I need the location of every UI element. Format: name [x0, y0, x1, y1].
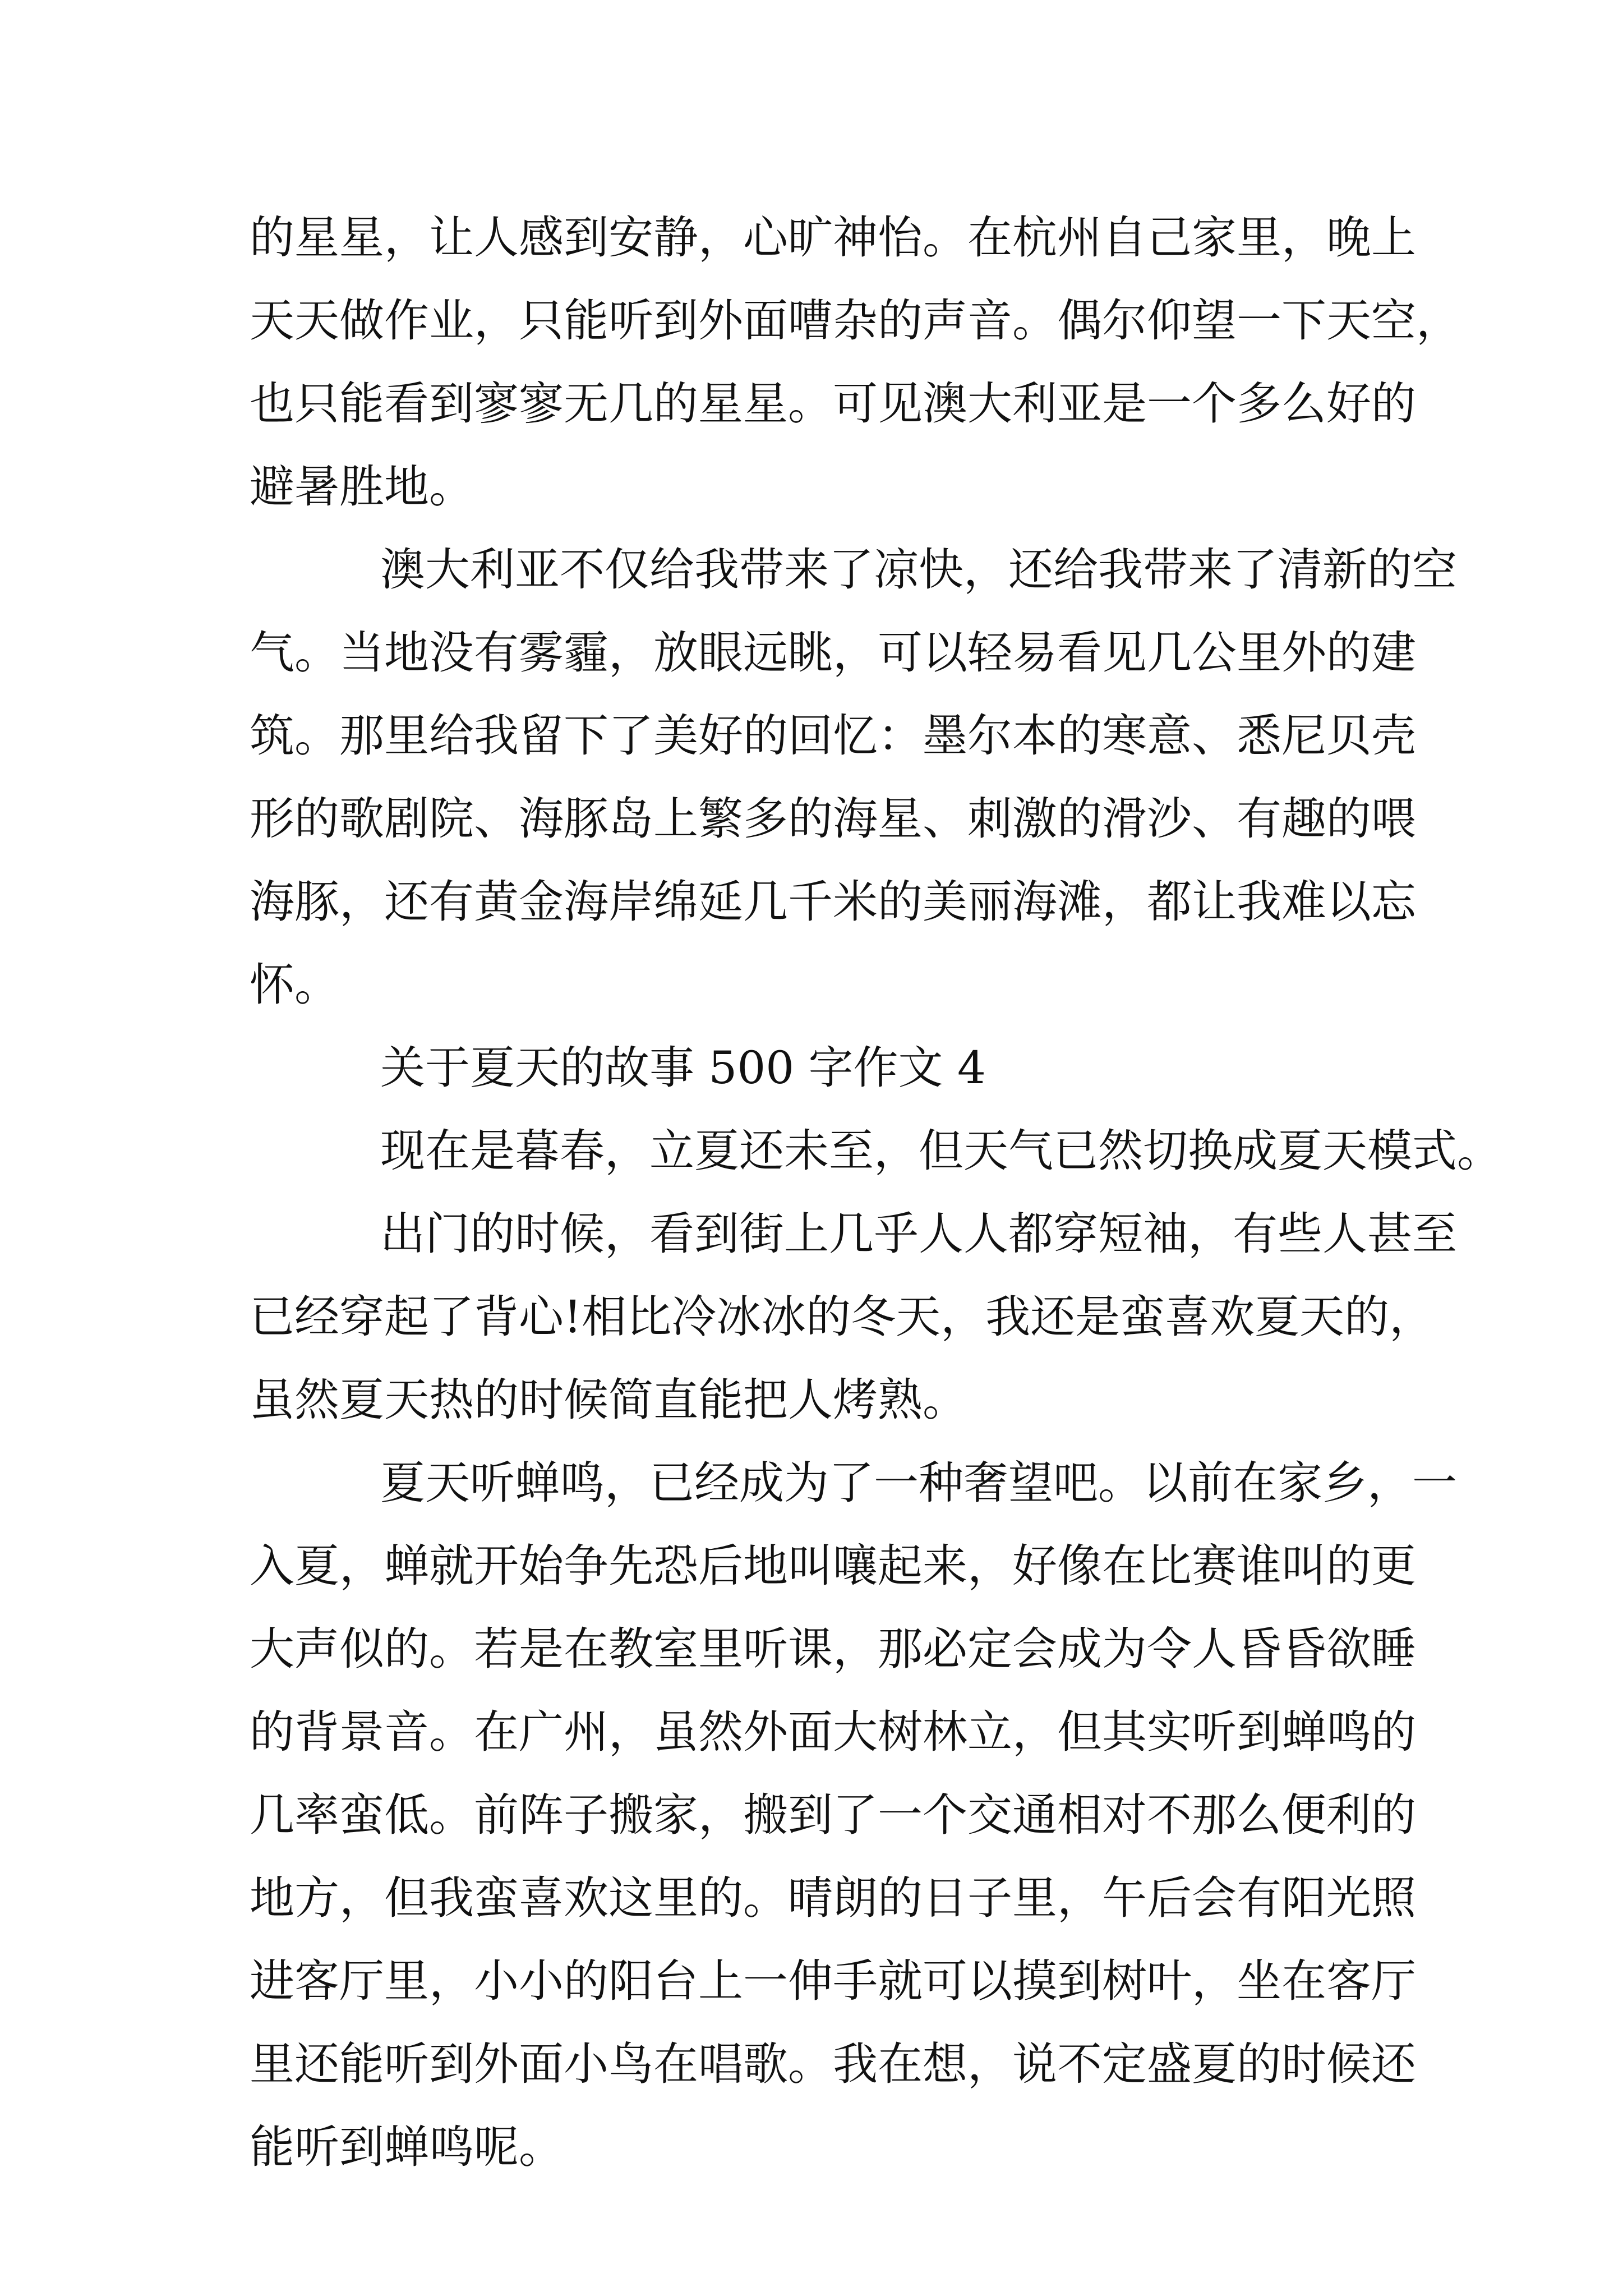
text-line: 也只能看到寥寥无几的星星。可见澳大利亚是一个多么好的: [250, 378, 1416, 430]
text-line: 的背景音。在广州，虽然外面大树林立，但其实听到蝉鸣的: [250, 1706, 1416, 1758]
text-line: 地方，但我蛮喜欢这里的。晴朗的日子里，午后会有阳光照: [250, 1872, 1416, 1924]
text-line: 天天做作业，只能听到外面嘈杂的声音。偶尔仰望一下天空，: [250, 295, 1461, 347]
text-line: 怀。: [250, 959, 339, 1011]
text-line: 澳大利亚不仅给我带来了凉快，还给我带来了清新的空: [380, 544, 1457, 596]
text-line: 大声似的。若是在教室里听课，那必定会成为令人昏昏欲睡: [250, 1623, 1416, 1675]
text-line: 筑。那里给我留下了美好的回忆：墨尔本的寒意、悉尼贝壳: [250, 710, 1416, 762]
text-line: 形的歌剧院、海豚岛上繁多的海星、刺激的滑沙、有趣的喂: [250, 793, 1416, 845]
text-line: 几率蛮低。前阵子搬家，搬到了一个交通相对不那么便利的: [250, 1789, 1416, 1841]
text-line: 进客厅里，小小的阳台上一伸手就可以摸到树叶，坐在客厅: [250, 1955, 1416, 2007]
text-line: 里还能听到外面小鸟在唱歌。我在想，说不定盛夏的时候还: [250, 2038, 1416, 2090]
text-line: 已经穿起了背心!相比冷冰冰的冬天，我还是蛮喜欢夏天的，: [250, 1291, 1435, 1343]
text-line: 夏天听蝉鸣，已经成为了一种奢望吧。以前在家乡，一: [380, 1457, 1457, 1509]
text-line: 虽然夏天热的时候简直能把人烤熟。: [250, 1374, 967, 1426]
text-line: 现在是暮春，立夏还未至，但天气已然切换成夏天模式。: [380, 1125, 1502, 1177]
document-body: [250, 196, 1502, 2189]
text-line: 气。当地没有雾霾，放眼远眺，可以轻易看见几公里外的建: [250, 627, 1416, 679]
text-line: 的星星，让人感到安静，心旷神怡。在杭州自己家里，晚上: [250, 211, 1416, 264]
text-line: 出门的时候，看到街上几乎人人都穿短袖，有些人甚至: [380, 1208, 1457, 1260]
text-line: 能听到蝉鸣呢。: [250, 2121, 564, 2173]
text-line: 海豚，还有黄金海岸绵延几千米的美丽海滩，都让我难以忘: [250, 876, 1416, 928]
section-heading: 关于夏天的故事 500 字作文 4: [380, 1042, 986, 1094]
text-line: 避暑胜地。: [250, 461, 474, 513]
text-line: 入夏，蝉就开始争先恐后地叫嚷起来，好像在比赛谁叫的更: [250, 1540, 1416, 1592]
